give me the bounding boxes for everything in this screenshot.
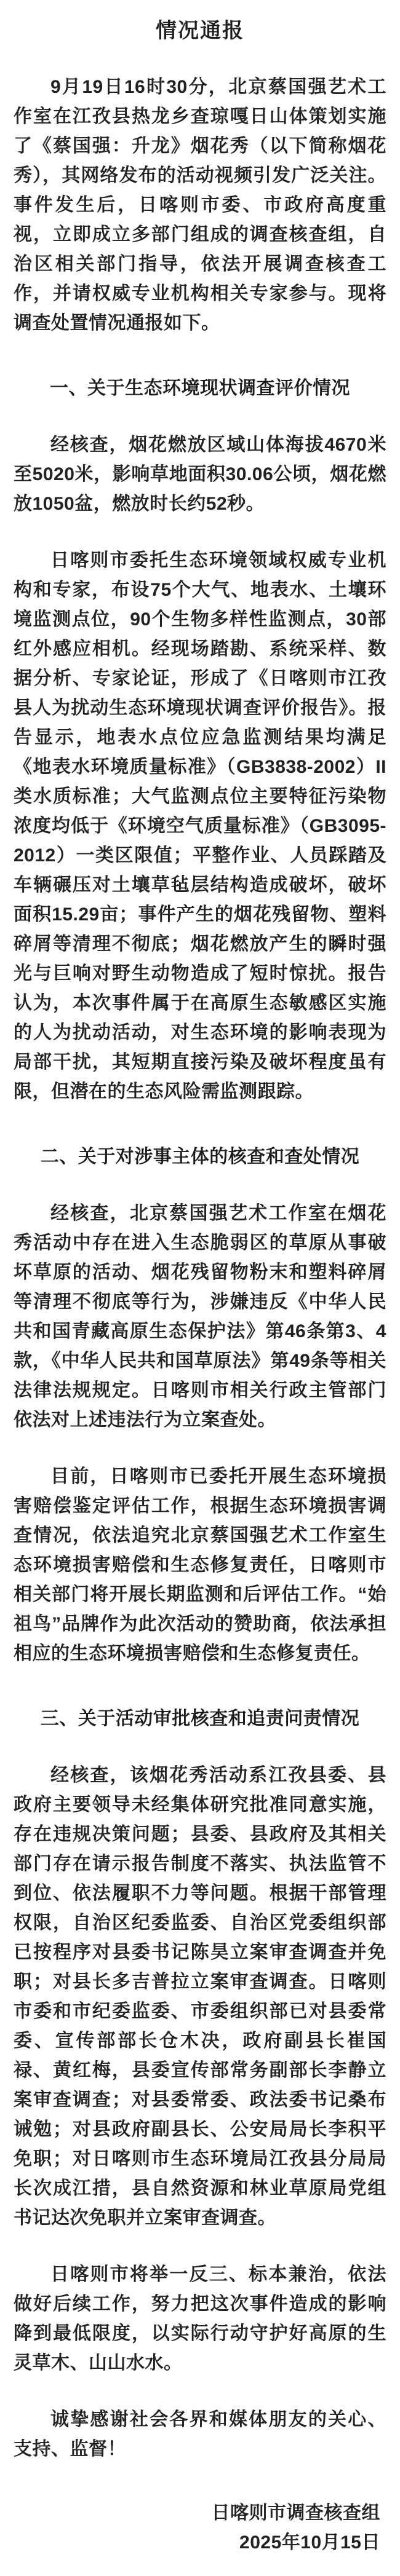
section-3-paragraph-2: 日喀则市将举一反三、标本兼治，依法做好后续工作，努力把这次事件造成的影响降到最低限度，以实际行动守护好高原的生灵草木、山山水水。 bbox=[14, 2264, 386, 2373]
section-3-paragraph-3: 诚挚感谢社会各界和媒体朋友的关心、支持、监督！ bbox=[14, 2409, 386, 2459]
section-2-paragraph-1: 经核查，北京蔡国强艺术工作室在烟花秀活动中存在进入生态脆弱区的草原从事破坏草原的活动、烟花残留物粉末和塑料碎屑等清理不彻底等行为，涉嫌违反《中华人民共和国青藏高原生态保护法》第46条第3、4款，《中华人民共和国草原法》第49条等相关法律法规规定。日喀则市相关行政主管部门依法对上述违法行为立案查处。 bbox=[14, 1203, 386, 1430]
section-2-paragraph-2: 目前，日喀则市已委托开展生态环境损害赔偿鉴定评估工作，根据生态环境损害调查情况，依法追究北京蔡国强艺术工作室生态环境损害赔偿和生态修复责任，日喀则市相关部门将开展长期监测和后评估工作。“始祖鸟”品牌作为此次活动的赞助商，依法承担相应的生态环境损害赔偿和生态修复责任。 bbox=[14, 1466, 386, 1664]
signature-block bbox=[14, 2499, 386, 2558]
section-1-paragraph-2: 日喀则市委托生态环境领域权威专业机构和专家，布设75个大气、地表水、土壤环境监测点位，90个生物多样性监测点，30部红外感应相机。经现场踏勘、系统采样、数据分析、专家论证，形成了《日喀则市江孜县人为扰动生态环境现状调查评价报告》。报告显示，地表水点位应急监测结果均满足《地表水环境质量标准》（GB3838-2002）II类水质标准；大气监测点位主要特征污染物浓度均低于《环境空气质量标准》（GB3095-2012）一类区限值；平整作业、人员踩踏及车辆碾压对土壤草毡层结构造成破坏，破坏面积15.29亩；事件产生的烟花残留物、塑料碎屑等清理不彻底；烟花燃放产生的瞬时强光与巨响对野生动物造成了短时惊扰。报告认为，本次事件属于在高原生态敏感区实施的人为扰动活动，对生态环境的影响表现为局部干扰，其短期直接污染及破坏程度虽有限，但潜在的生态风险需监测跟踪。 bbox=[14, 550, 386, 1102]
signature-date: 2025年10月15日 bbox=[239, 2532, 380, 2553]
section-1-paragraph-1: 经核查，烟花燃放区域山体海拔4670米至5020米，影响草地面积30.06公顷，烟花燃放1050盆，燃放时长约52秒。 bbox=[14, 435, 386, 514]
section-3-paragraph-1: 经核查，该烟花秀活动系江孜县委、县政府主要领导未经集体研究批准同意实施，存在违规决策问题；县委、县政府及其相关部门存在请示报告制度不落实、执法监管不到位、依法履职不力等问题。根据干部管理权限，自治区纪委监委、自治区党委组织部已按程序对县委书记陈昊立案审查调查并免职；对县长多吉普拉立案审查调查。日喀则市委和市纪委监委、市委组织部已对县委常委、宣传部部长仓木决，政府副县长崔国禄、黄红梅，县委宣传部常务副部长李静立案审查调查；对县委常委、政法委书记桑布诫勉；对县政府副县长、公安局局长李积平免职；对日喀则市生态环境局江孜县分局局长次成江措，县自然资源和林业草原局党组书记达次免职并立案审查调查。 bbox=[14, 1765, 386, 2228]
section-1-heading: 一、关于生态环境现状调查评价情况 bbox=[50, 378, 350, 398]
signature-issuer: 日喀则市调查核查组 bbox=[211, 2503, 380, 2523]
intro-paragraph: 9月19日16时30分，北京蔡国强艺术工作室在江孜县热龙乡查琼嘎日山体策划实施了《蔡国强：升龙》烟花秀（以下简称烟花秀），其网络发布的活动视频引发广泛关注。事件发生后，日喀则市委、市政府高度重视，立即成立多部门组成的调查核查组，自治区相关部门指导，依法开展调查核查工作，并请权威专业机构相关专家参与。现将调查处置情况通报如下。 bbox=[14, 77, 386, 333]
section-3-heading: 三、关于活动审批核查和追责问责情况 bbox=[40, 1709, 360, 1729]
document-title: 情况通报 bbox=[156, 19, 244, 42]
section-2-heading: 二、关于对涉事主体的核查和查处情况 bbox=[40, 1147, 360, 1167]
